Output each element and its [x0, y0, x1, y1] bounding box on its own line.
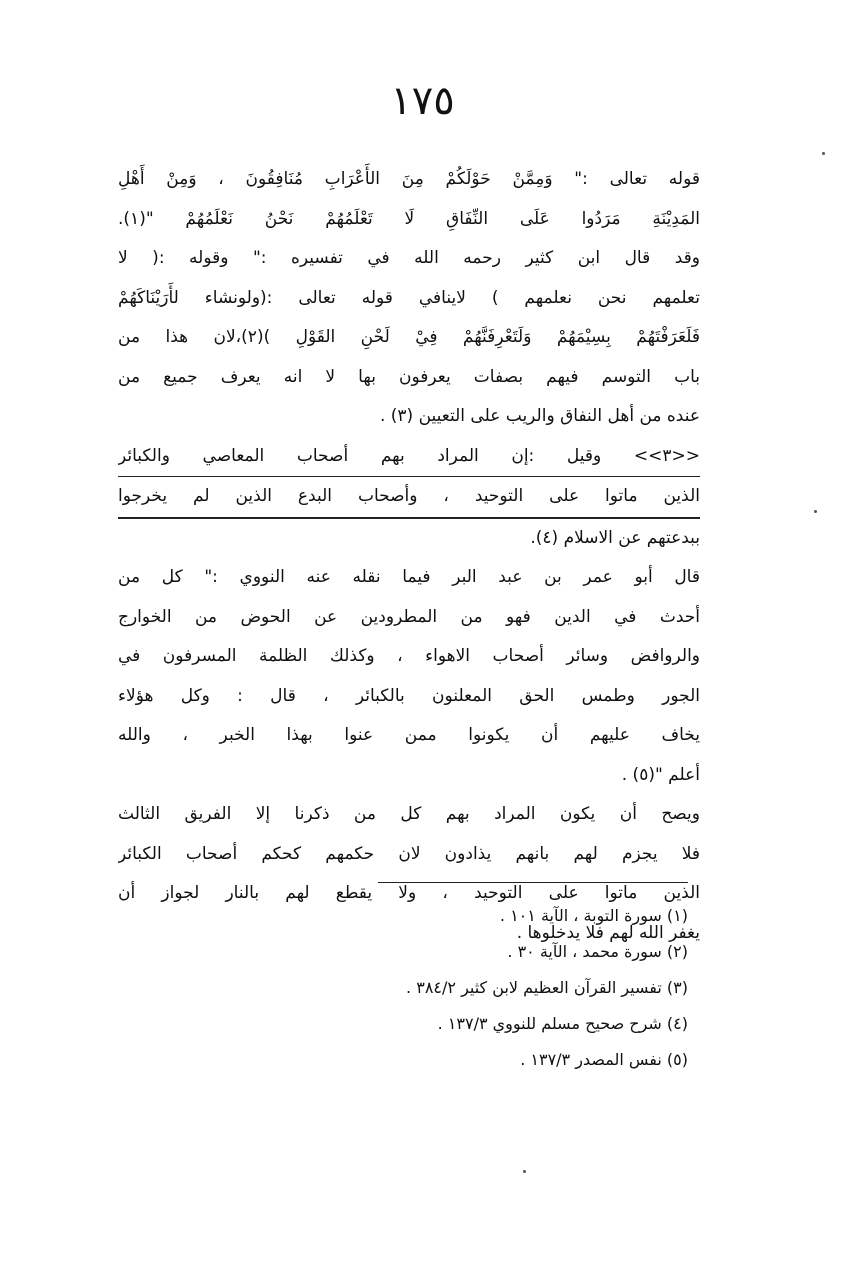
text-line: ويصح أن يكون المراد بهم كل من ذكرنا إلا الفريق الثالث [118, 804, 700, 824]
footnote: (٥) نفس المصدر ١٣٧/٣ . [520, 1050, 688, 1069]
text-line: قال أبو عمر بن عبد البر فيما نقله عنه النووي :" كل من [118, 567, 700, 587]
scan-speck [523, 1170, 526, 1173]
scan-speck [822, 152, 825, 155]
text-line: ببدعتهم عن الاسلام (٤). [530, 527, 700, 548]
text-line: فلا يجزم لهم بانهم يذادون لان حكمهم كحكم أصحاب الكبائر [118, 843, 700, 864]
text-line: الذين ماتوا على التوحيد ، ولا يقطع لهم بالنار لجواز أن [118, 883, 700, 903]
scan-speck [814, 510, 817, 513]
text-line: وقد قال ابن كثير رحمه الله في تفسيره :" وقوله :( لا [118, 248, 700, 268]
footnote: (٢) سورة محمد ، الآية ٣٠ . [507, 942, 688, 961]
text-line: باب التوسم فيهم بصفات يعرفون بها لا انه يعرف جميع من [118, 366, 700, 387]
text-line: الجور وطمس الحق المعلنون بالكبائر ، قال : وكل هؤلاء [118, 685, 700, 706]
footnote-divider [378, 882, 688, 883]
text-line: أحدث في الدين فهو من المطرودين عن الحوض من الخوارج [118, 606, 700, 627]
text-line: قوله تعالى :" وَمِمَّنْ حَوْلَكُمْ مِنَ الأَعْرَابِ مُنَافِقُونَ ، وَمِنْ أَهْلِ [118, 169, 700, 189]
underlined-line: <<٣>> وقيل :إن المراد بهم أصحاب المعاصي والكبائر [118, 437, 700, 478]
page-number: ١٧٥ [390, 78, 455, 124]
text-line: يغفر الله لهم فلا يدخلوها . [516, 922, 700, 943]
footnotes [118, 898, 688, 1078]
text-line: فَلَعَرَفْتَهُمْ بِسِيْمَهُمْ وَلَتَعْرِفَنَّهُمْ فِيْ لَحْنِ القَوْلِ )(٢)،لان هذا من [118, 327, 700, 347]
text-line: يخاف عليهم أن يكونوا ممن عنوا بهذا الخبر ، والله [118, 725, 700, 745]
text-line: أعلم "(٥) . [621, 764, 700, 785]
footnote: (١) سورة التوبة ، الآية ١٠١ . [499, 906, 688, 925]
body-text [118, 160, 700, 953]
text-line: المَدِيْنَةِ مَرَدُوا عَلَى النِّفَاقِ لَا تَعْلَمُهُمْ نَحْنُ نَعْلَمُهُمْ "(١). [118, 208, 700, 229]
footnote: (٤) شرح صحيح مسلم للنووي ١٣٧/٣ . [437, 1014, 688, 1033]
text-line: تعلمهم نحن نعلمهم ) لاينافي قوله تعالى :(ولونشاء لأَرَيْنَاكَهُمْ [118, 287, 700, 308]
text-line: عنده من أهل النفاق والريب على التعيين (٣) . [379, 406, 700, 426]
footnote: (٣) تفسير القرآن العظيم لابن كثير ٣٨٤/٢ . [406, 978, 688, 997]
text-line: والروافض وسائر أصحاب الاهواء ، وكذلك الظلمة المسرفون في [118, 646, 700, 666]
underlined-line: الذين ماتوا على التوحيد ، وأصحاب البدع الذين لم يخرجوا [118, 477, 700, 519]
